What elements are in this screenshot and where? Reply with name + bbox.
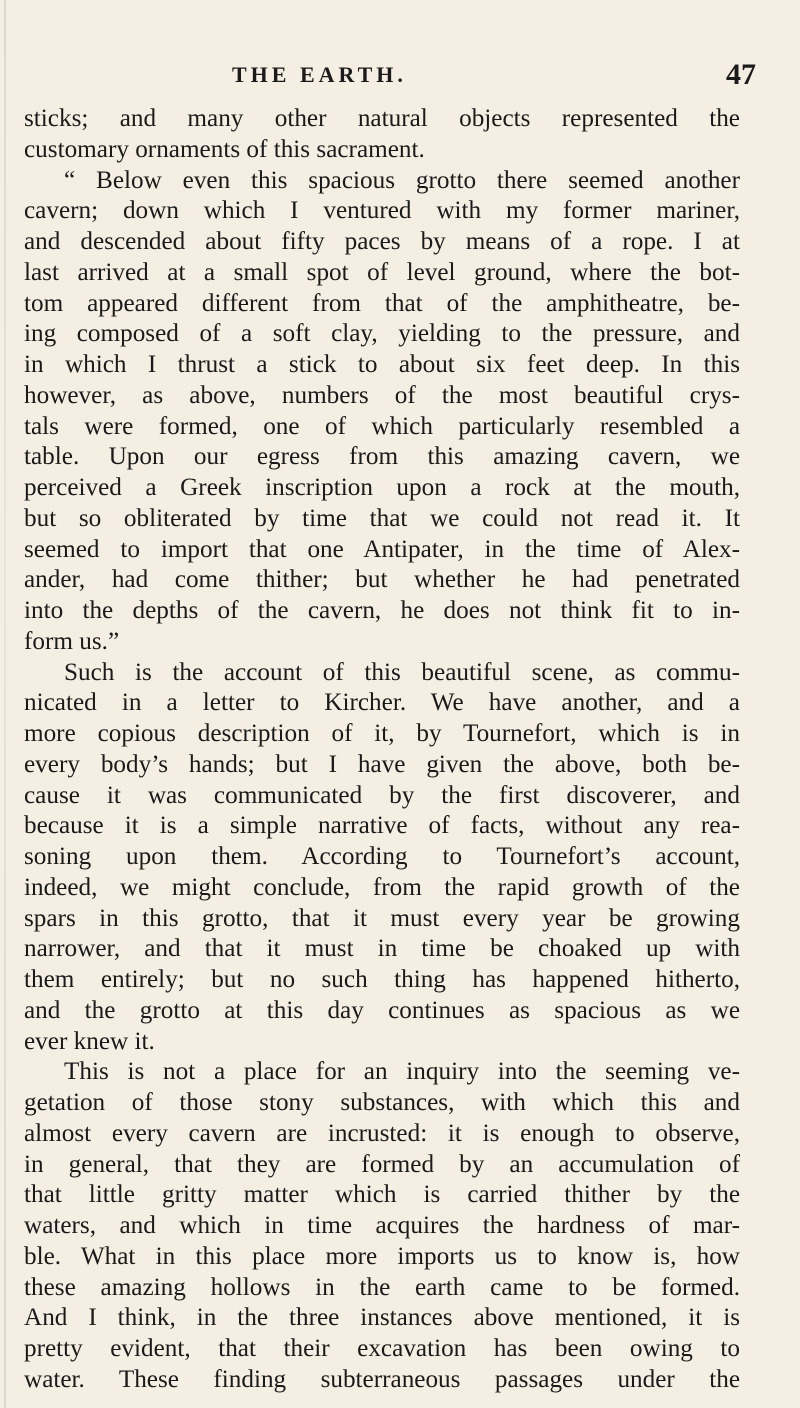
text-line: more copious description of it, by Tournefort, which is in [24, 720, 740, 747]
text-line: table. Upon our egress from this amazing cavern, we [24, 443, 740, 471]
text-line: cavern; down which I ventured with my former mariner, [24, 197, 740, 225]
text-line: into the depths of the cavern, he does not think fit to in- [24, 597, 740, 624]
text-line: cause it was communicated by the first discoverer, and [24, 781, 740, 809]
text-line: and the grotto at this day continues as spacious as we [24, 996, 740, 1024]
text-line: but so obliterated by time that we could not read it. It [24, 504, 740, 532]
text-line: getation of those stony substances, with which this and [24, 1089, 740, 1116]
text-line: waters, and which in time acquires the hardness of mar- [24, 1212, 740, 1239]
text-line: pretty evident, that their excavation has been owing to [24, 1335, 740, 1362]
text-line: Such is the account of this beautiful scene, as commu- [64, 658, 740, 686]
text-line: And I think, in the three instances above mentioned, it is [24, 1304, 740, 1332]
body-text [24, 104, 740, 1396]
text-line: form us.” [24, 627, 120, 655]
text-line: soning upon them. According to Tournefort’s account, [24, 843, 740, 870]
text-line: almost every cavern are incrusted: it is enough to observe, [24, 1119, 740, 1147]
text-line: that little gritty matter which is carried thither by the [24, 1181, 740, 1209]
text-line: ing composed of a soft clay, yielding to the pressure, and [24, 320, 740, 348]
text-line: tals were formed, one of which particularly resembled a [24, 412, 740, 440]
text-line: ander, had come thither; but whether he had penetrated [24, 566, 740, 594]
text-line: customary ornaments of this sacrament. [24, 135, 425, 163]
text-line: narrower, and that it must in time be choaked up with [24, 935, 740, 963]
text-line: ble. What in this place more imports us to know is, how [24, 1242, 740, 1270]
text-line: last arrived at a small spot of level ground, where the bot- [24, 258, 740, 286]
text-line: perceived a Greek inscription upon a rock at the mouth, [24, 474, 740, 501]
text-line: nicated in a letter to Kircher. We have another, and a [24, 689, 740, 717]
text-line: and descended about fifty paces by means of a rope. I at [24, 228, 740, 255]
text-line: tom appeared different from that of the amphitheatre, be- [24, 289, 740, 317]
running-head: THE EARTH. [232, 62, 407, 87]
page-number: 47 [726, 58, 756, 91]
text-line: This is not a place for an inquiry into the seeming ve- [64, 1058, 740, 1086]
text-line: sticks; and many other natural objects represented the [24, 105, 740, 132]
text-line: in general, that they are formed by an accumulation of [24, 1150, 740, 1178]
text-line: however, as above, numbers of the most beautiful crys- [24, 381, 740, 409]
text-line: spars in this grotto, that it must every year be growing [24, 904, 740, 932]
text-line: these amazing hollows in the earth came to be formed. [24, 1273, 740, 1301]
text-line: “ Below even this spacious grotto there seemed another [64, 166, 740, 194]
text-line: water. These finding subterraneous passages under the [24, 1365, 740, 1393]
page-gutter-edge [4, 0, 6, 1408]
text-line: ever knew it. [24, 1027, 155, 1055]
text-line: because it is a simple narrative of facts, without any rea- [24, 812, 740, 840]
page-header [0, 58, 800, 98]
text-line: indeed, we might conclude, from the rapid growth of the [24, 873, 740, 901]
text-line: in which I thrust a stick to about six feet deep. In this [24, 351, 740, 378]
text-line: them entirely; but no such thing has happened hitherto, [24, 966, 740, 993]
text-line: every body’s hands; but I have given the above, both be- [24, 750, 740, 778]
text-line: seemed to import that one Antipater, in the time of Alex- [24, 535, 740, 563]
